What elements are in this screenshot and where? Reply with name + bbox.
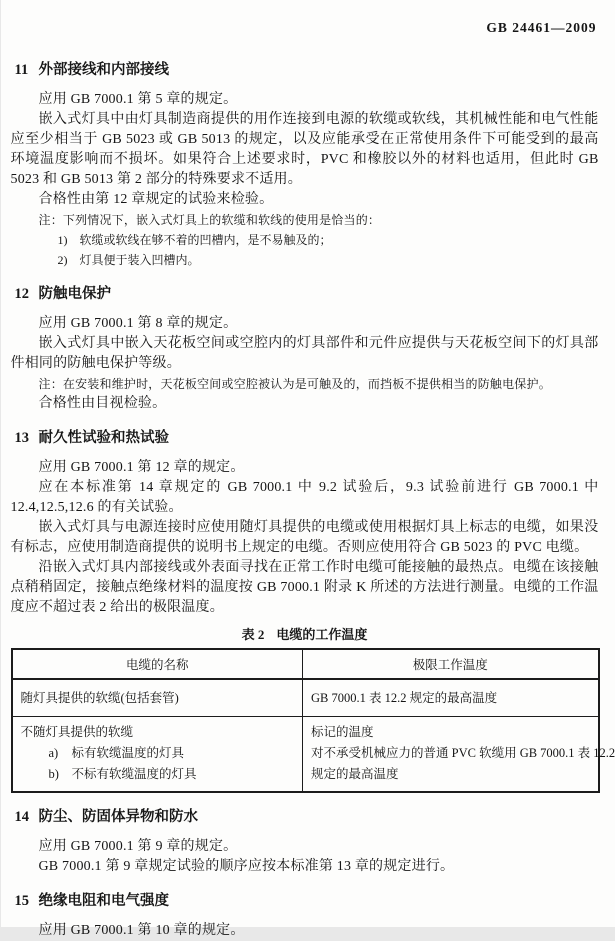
table-header-row bbox=[12, 649, 599, 679]
section-12-note: 注：在安装和维护时，天花板空间或空腔被认为是可触及的，而挡板不提供相当的防触电保护。 bbox=[38, 377, 551, 391]
section-14-paragraph: GB 7000.1 第 9 章规定试验的顺序应按本标准第 13 章的规定进行。 bbox=[38, 859, 455, 874]
section-11-note: 注：下列情况下，嵌入式灯具上的软缆和软线的使用是恰当的： bbox=[38, 213, 381, 227]
note-item-text: 软缆或软线在够不着的凹槽内，是不易触及的； bbox=[79, 233, 332, 247]
table-2-caption-label: 表 2 bbox=[241, 627, 265, 642]
list-marker: b) bbox=[48, 767, 59, 781]
section-13-paragraph: 沿嵌入式灯具内部接线或外表面寻找在正常工作时电缆可能接触的最热点。电缆在该接触点稍稍固定，接触点绝缘材料的温度按 GB 7000.1 附录 K 所述的方法进行测量。电缆的工作温度应不超过表 2 给出的极限温度。 bbox=[10, 560, 599, 615]
section-11-note-item bbox=[11, 250, 599, 270]
section-12-paragraph: 合格性由目视检验。 bbox=[38, 396, 167, 411]
section-11-paragraph: 应用 GB 7000.1 第 5 章的规定。 bbox=[38, 92, 238, 107]
table-cell-cable-name: 随灯具提供的软缆(包括套管) bbox=[12, 679, 303, 717]
table-row bbox=[12, 717, 599, 793]
section-11-title: 外部接线和内部接线 bbox=[38, 62, 169, 78]
table-row bbox=[12, 679, 599, 717]
section-11-paragraph: 合格性由第 12 章规定的试验来检验。 bbox=[38, 192, 274, 207]
section-15-number: 15 bbox=[14, 893, 29, 909]
list-item-text: 标有软缆温度的灯具 bbox=[71, 746, 185, 760]
section-11-heading bbox=[15, 60, 599, 80]
document-page bbox=[1, 0, 615, 938]
section-13-paragraph: 应在本标准第 14 章规定的 GB 7000.1 中 9.2 试验后，9.3 试验前进行 GB 7000.1 中 12.4,12.5,12.6 的有关试验。 bbox=[10, 480, 599, 515]
standard-number-header: GB 24461—2009 bbox=[486, 20, 597, 35]
section-14-number: 14 bbox=[14, 809, 29, 825]
section-12-number: 12 bbox=[14, 286, 29, 302]
section-11-paragraph: 嵌入式灯具中由灯具制造商提供的用作连接到电源的软缆或软线，其机械性能和电气性能应至少相当于 GB 5023 或 GB 5013 的规定，以及应能承受在正常使用条件下可能受到的最高环境温度影响而不损坏。如果符合上述要求时，PVC 和橡胶以外的材料也适用，但此时 GB 5023 和 GB 5013 第 2 部分的特殊要求不适用。 bbox=[10, 112, 599, 187]
section-11-number: 11 bbox=[14, 62, 29, 78]
section-12-title: 防触电保护 bbox=[38, 286, 111, 302]
list-marker: a) bbox=[48, 746, 59, 760]
note-item-text: 灯具便于装入凹槽内。 bbox=[79, 253, 200, 267]
section-14-title: 防尘、防固体异物和防水 bbox=[38, 809, 198, 825]
table-header-limit-temperature: 极限工作温度 bbox=[303, 649, 599, 679]
list-item-text: 不标有软缆温度的灯具 bbox=[71, 767, 197, 781]
section-15-paragraph: 应用 GB 7000.1 第 10 章的规定。 bbox=[38, 923, 245, 938]
section-13-heading bbox=[15, 428, 599, 448]
section-14-heading bbox=[15, 807, 599, 827]
note-item-marker: 2) bbox=[57, 253, 68, 267]
section-15-heading bbox=[15, 891, 599, 911]
section-12-paragraph: 应用 GB 7000.1 第 8 章的规定。 bbox=[38, 316, 238, 331]
section-12-paragraph: 嵌入式灯具中嵌入天花板空间或空腔内的灯具部件和元件应提供与天花板空间下的灯具部件相同的防触电保护等级。 bbox=[10, 336, 599, 371]
table-cell-limit: GB 7000.1 表 12.2 规定的最高温度 bbox=[303, 679, 599, 717]
note-item-marker: 1) bbox=[57, 233, 68, 247]
table-cell-limit: 标记的温度 对不承受机械应力的普通 PVC 软缆用 GB 7000.1 表 12.2 规定的最高温度 bbox=[303, 717, 599, 793]
section-11-note-item bbox=[11, 230, 599, 250]
table-2-caption-title: 电缆的工作温度 bbox=[276, 627, 368, 642]
table-2-cable-working-temperature bbox=[11, 648, 615, 793]
section-13-paragraph: 嵌入式灯具与电源连接时应使用随灯具提供的电缆或使用根据灯具上标志的电缆，如果没有标志，应使用制造商提供的说明书上规定的电缆。否则应使用符合 GB 5023 的 PVC 电缆。 bbox=[10, 520, 599, 555]
section-14-paragraph: 应用 GB 7000.1 第 9 章的规定。 bbox=[38, 839, 238, 854]
section-15-title: 绝缘电阻和电气强度 bbox=[38, 893, 169, 909]
section-13-title: 耐久性试验和热试验 bbox=[38, 430, 169, 446]
table-2-caption bbox=[11, 626, 599, 643]
table-header-cable-name: 电缆的名称 bbox=[12, 649, 303, 679]
section-12-heading bbox=[15, 284, 599, 304]
section-13-paragraph: 应用 GB 7000.1 第 12 章的规定。 bbox=[38, 460, 245, 475]
table-cell-cable-name: 不随灯具提供的软缆 a) 标有软缆温度的灯具 b) 不标有软缆温度的灯具 bbox=[12, 717, 303, 793]
section-13-number: 13 bbox=[14, 430, 29, 446]
